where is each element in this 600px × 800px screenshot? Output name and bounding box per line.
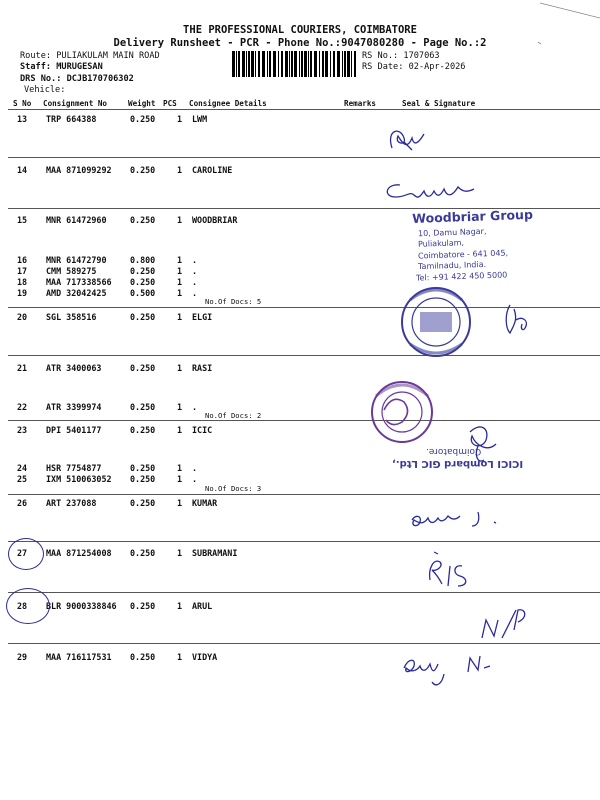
pcs-cell: 1	[177, 277, 183, 287]
pcs-cell: 1	[177, 114, 183, 124]
weight-cell: 0.250	[130, 498, 156, 508]
pcs-cell: 1	[177, 402, 183, 412]
pcs-cell: 1	[177, 255, 183, 265]
consignment-cell: DPI 5401177	[46, 425, 102, 435]
consignee-cell: ARUL	[192, 601, 213, 611]
col-sno: S No	[13, 99, 32, 108]
consignment-cell: MNR 61472790	[46, 255, 107, 265]
weight-cell: 0.250	[130, 277, 156, 287]
sno-cell: 18	[17, 277, 28, 287]
col-consignee: Consignee Details	[189, 99, 267, 108]
consignment-cell: ATR 3400063	[46, 363, 102, 373]
signature-27	[430, 561, 466, 586]
consignee-cell: LWM	[192, 114, 208, 124]
sno-cell: 25	[17, 474, 28, 484]
woodbriar-stamp-line: Tel: +91 422 450 5000	[415, 270, 508, 283]
col-seal-signature: Seal & Signature	[402, 99, 476, 108]
col-consignment: Consignment No	[43, 99, 108, 108]
signature-26	[412, 512, 496, 526]
weight-cell: 0.250	[130, 165, 156, 175]
consignee-cell: ELGI	[192, 312, 213, 322]
col-pcs: PCS	[163, 99, 177, 108]
sno-cell: 22	[17, 402, 28, 412]
consignment-cell: MAA 871254008	[46, 548, 112, 558]
weight-cell: 0.250	[130, 266, 156, 276]
icici-stamp-text: ICICI Lombard GIC Ltd.,	[392, 458, 524, 469]
icici-stamp-text: Coimbatore.	[426, 446, 482, 456]
weight-cell: 0.250	[130, 652, 156, 662]
consignment-cell: HSR 7754877	[46, 463, 102, 473]
sno-cell: 26	[17, 498, 28, 508]
sno-cell: 15	[17, 215, 28, 225]
sno-cell: 14	[17, 165, 28, 175]
consignee-cell: WOODBRIAR	[192, 215, 238, 225]
consignment-cell: MNR 61472960	[46, 215, 107, 225]
pcs-cell: 1	[177, 652, 183, 662]
pcs-cell: 1	[177, 288, 183, 298]
col-weight: Weight	[128, 99, 156, 108]
pcs-cell: 1	[177, 215, 183, 225]
pcs-cell: 1	[177, 548, 183, 558]
weight-cell: 0.250	[130, 601, 156, 611]
consignee-cell: .	[192, 255, 198, 265]
consignment-cell: SGL 358516	[46, 312, 97, 322]
pcs-cell: 1	[177, 165, 183, 175]
elgi-seal	[402, 288, 470, 356]
weight-cell: 0.250	[130, 114, 156, 124]
signature-29	[404, 656, 490, 685]
pcs-cell: 1	[177, 312, 183, 322]
doc-count: No.Of Docs: 3	[205, 484, 262, 493]
consignment-cell: BLR 9000338846	[46, 601, 117, 611]
col-remarks: Remarks	[344, 99, 377, 108]
pcs-cell: 1	[177, 463, 183, 473]
signature-13	[391, 131, 424, 150]
sno-cell: 21	[17, 363, 28, 373]
consignee-cell: .	[192, 288, 198, 298]
consignee-cell: ICIC	[192, 425, 213, 435]
rs-date: RS Date: 02-Apr-2026	[362, 62, 466, 72]
consignment-cell: CMM 589275	[46, 266, 97, 276]
consignment-cell: MAA 871099292	[46, 165, 112, 175]
signature-28	[482, 610, 525, 638]
sno-cell: 27	[17, 548, 28, 558]
sno-cell: 28	[17, 601, 28, 611]
rasi-seal	[372, 382, 432, 442]
pcs-cell: 1	[177, 425, 183, 435]
weight-cell: 0.250	[130, 312, 156, 322]
woodbriar-stamp-line: Coimbatore - 641 045,	[417, 248, 509, 261]
route-label: Route: PULIAKULAM MAIN ROAD	[20, 51, 160, 61]
signature-20	[506, 305, 526, 333]
weight-cell: 0.250	[130, 363, 156, 373]
consignee-cell: .	[192, 463, 198, 473]
consignee-cell: .	[192, 402, 198, 412]
vehicle-label: Vehicle:	[24, 85, 66, 95]
consignment-cell: ART 237088	[46, 498, 97, 508]
weight-cell: 0.250	[130, 402, 156, 412]
woodbriar-stamp-line: 10, Damu Nagar,	[417, 226, 487, 239]
consignee-cell: .	[192, 266, 198, 276]
weight-cell: 0.250	[130, 425, 156, 435]
doc-count: No.Of Docs: 2	[205, 411, 262, 420]
consignment-cell: MAA 717338566	[46, 277, 112, 287]
woodbriar-stamp-line: Puliakulam,	[417, 238, 465, 249]
rs-number: RS No.: 1707063	[362, 51, 440, 61]
sno-cell: 17	[17, 266, 28, 276]
consignee-cell: VIDYA	[192, 652, 218, 662]
pcs-cell: 1	[177, 474, 183, 484]
weight-cell: 0.250	[130, 548, 156, 558]
weight-cell: 0.500	[130, 288, 156, 298]
consignee-cell: CAROLINE	[192, 165, 233, 175]
company-title: THE PROFESSIONAL COURIERS, COIMBATORE	[183, 24, 417, 36]
consignee-cell: SUBRAMANI	[192, 548, 238, 558]
sno-cell: 23	[17, 425, 28, 435]
pcs-cell: 1	[177, 363, 183, 373]
pcs-cell: 1	[177, 601, 183, 611]
signature-14	[387, 185, 474, 197]
sno-cell: 24	[17, 463, 28, 473]
consignment-cell: IXM 510063052	[46, 474, 112, 484]
pcs-cell: 1	[177, 498, 183, 508]
sno-cell: 29	[17, 652, 28, 662]
consignee-cell: .	[192, 277, 198, 287]
consignment-cell: TRP 664388	[46, 114, 97, 124]
consignee-cell: KUMAR	[192, 498, 218, 508]
weight-cell: 0.800	[130, 255, 156, 265]
sno-cell: 16	[17, 255, 28, 265]
woodbriar-stamp-line: Tamilnadu, India.	[417, 259, 487, 272]
consignment-cell: AMD 32042425	[46, 288, 107, 298]
weight-cell: 0.250	[130, 474, 156, 484]
signature-23	[470, 427, 496, 461]
woodbriar-stamp-name: Woodbriar Group	[412, 206, 534, 226]
consignment-cell: MAA 716117531	[46, 652, 112, 662]
weight-cell: 0.250	[130, 463, 156, 473]
consignment-cell: ATR 3399974	[46, 402, 102, 412]
pcs-cell: 1	[177, 266, 183, 276]
sno-cell: 19	[17, 288, 28, 298]
consignee-cell: RASI	[192, 363, 213, 373]
weight-cell: 0.250	[130, 215, 156, 225]
doc-count: No.Of Docs: 5	[205, 297, 262, 306]
sno-cell: 20	[17, 312, 28, 322]
consignee-cell: .	[192, 474, 198, 484]
staff-label: Staff: MURUGESAN	[20, 62, 103, 72]
runsheet-subtitle: Delivery Runsheet - PCR - Phone No.:9047080280 - Page No.:2	[113, 37, 487, 49]
drs-number: DRS No.: DCJB170706302	[20, 74, 134, 84]
sno-cell: 13	[17, 114, 28, 124]
